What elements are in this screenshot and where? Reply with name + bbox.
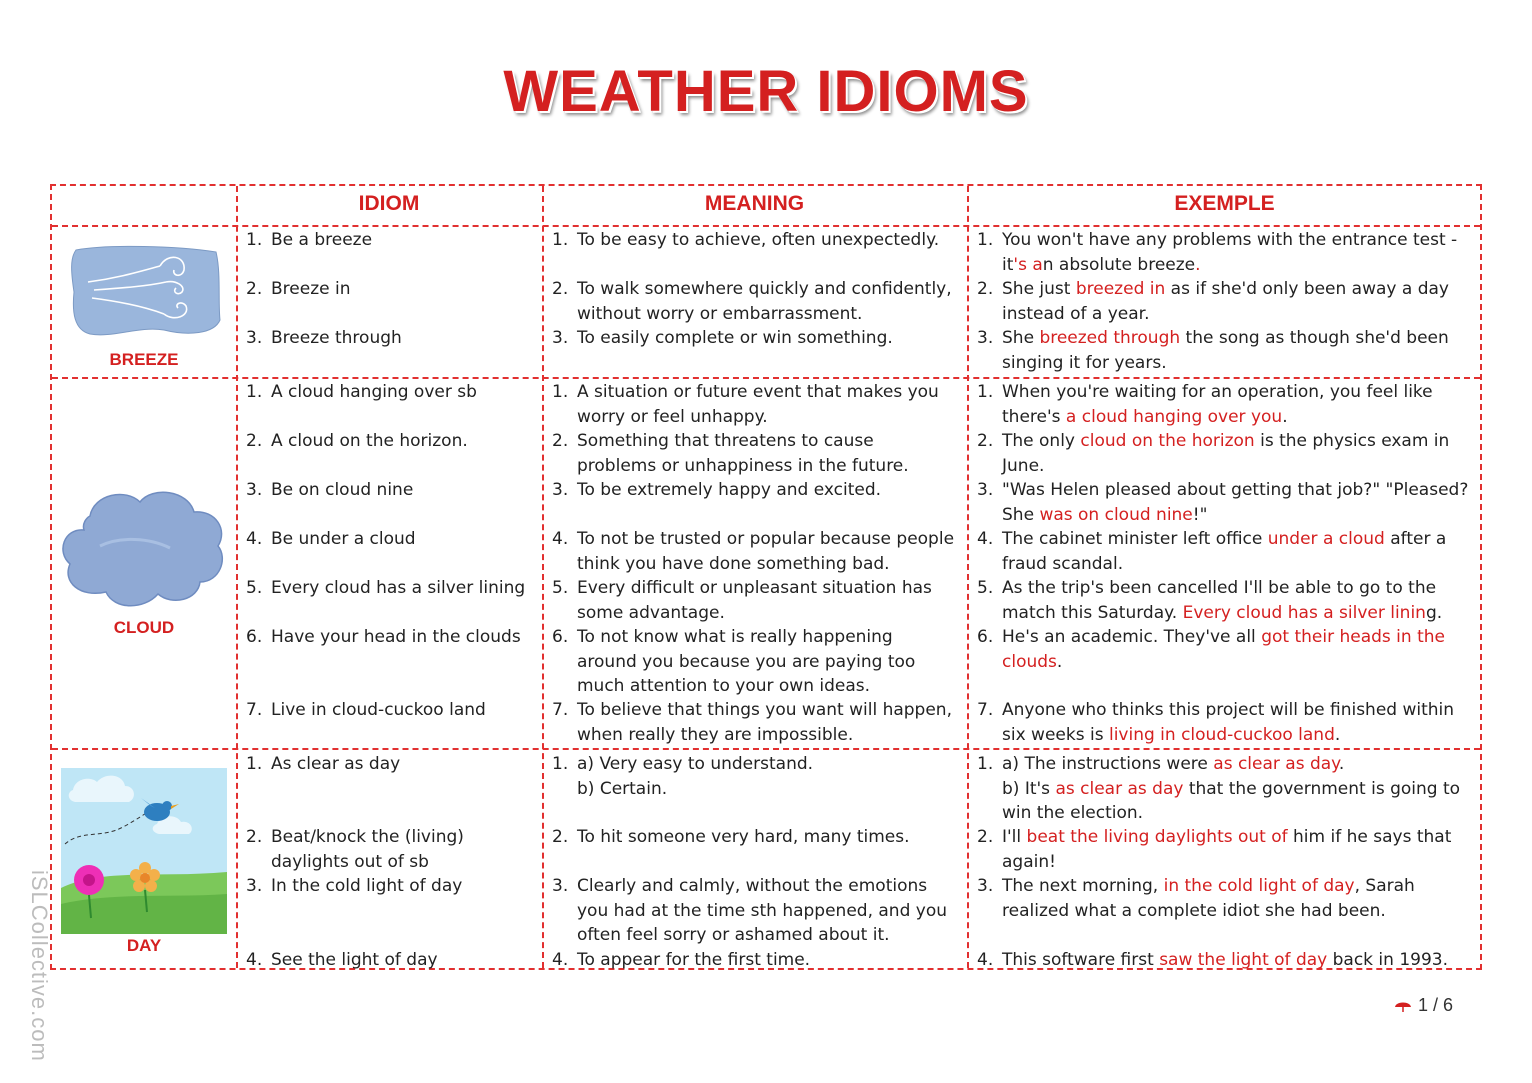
cloud-example-item	[977, 698, 1482, 747]
cloud-example-text	[1002, 429, 1482, 478]
cloud-example-item	[977, 527, 1482, 576]
day-meaning-text: To hit someone very hard, many times.	[577, 827, 910, 847]
cloud-meaning-text: Every difficult or unpleasant situation has some advantage.	[577, 578, 932, 623]
page-number: 1 / 6	[1418, 995, 1454, 1015]
day-meaning-text: Clearly and calmly, without the emotions you had at the time sth happened, and you often feel sorry or ashamed about it.	[577, 876, 948, 945]
item-number: 1.	[246, 230, 263, 250]
item-number: 2.	[552, 827, 569, 847]
item-number: 2.	[246, 431, 263, 451]
cloud-meaning-item	[552, 576, 957, 625]
cloud-idiom-text: Every cloud has a silver lining	[271, 578, 526, 598]
column-divider	[542, 186, 544, 968]
day-idiom-item	[246, 825, 536, 874]
example-fragment: .	[1334, 724, 1341, 745]
cloud-idiom-text: Be under a cloud	[271, 529, 416, 549]
breeze-meaning-item	[552, 228, 957, 253]
item-number: 7.	[246, 700, 263, 720]
item-number: 3.	[246, 328, 263, 348]
item-number: 7.	[552, 700, 569, 720]
cloud-example-text	[1002, 380, 1482, 429]
cloud-idiom-text: Have your head in the clouds	[271, 627, 521, 647]
breeze-idiom-item	[246, 228, 536, 253]
item-number: 2.	[246, 827, 263, 847]
item-number: 4.	[246, 950, 263, 970]
example-fragment: the song as though she'd been singing it for years.	[1002, 328, 1449, 373]
example-fragment: I'll	[1002, 827, 1027, 847]
cloud-meaning-text: To not be trusted or popular because people think you have done something bad.	[577, 529, 955, 574]
item-number: 6.	[977, 627, 994, 647]
day-idiom-text: See the light of day	[271, 950, 438, 970]
example-fragment: This software first	[1002, 950, 1160, 970]
day-example-text	[1002, 752, 1482, 826]
item-number: 3.	[977, 328, 994, 348]
breeze-idiom-text: Breeze through	[271, 328, 402, 348]
cloud-meaning-item	[552, 478, 957, 503]
item-number: 2.	[246, 279, 263, 299]
breeze-meaning-text: To walk somewhere quickly and confidently, without worry or embarrassment.	[577, 279, 952, 324]
cloud-meaning-text: Something that threatens to cause problems or unhappiness in the future.	[577, 431, 909, 476]
cloud-example-item	[977, 429, 1482, 478]
cloud-example-item	[977, 380, 1482, 429]
cloud-idiom-item	[246, 576, 536, 601]
breeze-idiom-text: Be a breeze	[271, 230, 373, 250]
highlighted-idiom: got their heads in the clouds	[1002, 627, 1445, 672]
day-idiom-text: Beat/knock the (living) daylights out of sb	[271, 827, 464, 872]
breeze-idiom-item	[246, 277, 536, 302]
example-fragment: him if he says that again!	[1002, 827, 1452, 872]
umbrella-icon	[1394, 999, 1412, 1013]
cloud-meaning-text: To believe that things you want will happen, when really they are impossible.	[577, 700, 952, 745]
highlighted-idiom: 's a	[1013, 254, 1043, 275]
cloud-idiom-text: Live in cloud-cuckoo land	[271, 700, 486, 720]
example-fragment: that the government is going to win the election.	[1002, 778, 1461, 823]
item-number: 5.	[552, 578, 569, 598]
day-meaning-item	[552, 825, 957, 850]
breeze-meaning-item	[552, 277, 957, 326]
day-example-text	[1002, 874, 1482, 923]
highlighted-idiom: under a cloud	[1267, 529, 1385, 549]
cloud-idiom-item	[246, 380, 536, 405]
day-example-item	[977, 825, 1482, 874]
cloud-idiom-text: A cloud hanging over sb	[271, 382, 477, 402]
example-fragment: back in 1993.	[1327, 950, 1448, 970]
breeze-example-item	[977, 228, 1482, 277]
sunny-day-icon	[61, 768, 227, 934]
item-number: 2.	[977, 431, 994, 451]
day-example-item	[977, 752, 1482, 826]
example-fragment: after a fraud scandal.	[1002, 529, 1447, 574]
breeze-icon	[68, 242, 224, 342]
example-fragment: breeze	[1137, 254, 1196, 275]
idiom-column	[246, 186, 536, 968]
highlighted-idiom: a cloud hanging over you	[1065, 406, 1283, 427]
example-fragment: as if she'd only been away a day instead of a year.	[1002, 279, 1449, 324]
cloud-example-item	[977, 576, 1482, 625]
item-number: 1.	[552, 230, 569, 250]
day-example-item	[977, 948, 1482, 973]
cloud-meaning-item	[552, 698, 957, 747]
example-fragment: .	[1282, 406, 1288, 427]
day-meaning-text: To appear for the first time.	[577, 950, 811, 970]
idioms-table	[50, 184, 1482, 970]
day-example-item	[977, 874, 1482, 923]
column-divider	[236, 186, 238, 968]
highlighted-idiom: as clear as day	[1213, 754, 1339, 774]
highlighted-idiom: living in cloud-cuckoo land	[1108, 724, 1335, 745]
item-number: 5.	[246, 578, 263, 598]
item-number: 6.	[246, 627, 263, 647]
page-indicator	[1394, 995, 1453, 1016]
example-fragment: , Sarah realized what a complete idiot she had been.	[1002, 876, 1415, 921]
item-number: 4.	[552, 529, 569, 549]
day-meaning-text: a) Very easy to understand. b) Certain.	[577, 754, 814, 799]
breeze-example-text	[1002, 228, 1482, 277]
example-fragment: .	[1056, 651, 1063, 672]
header-example: EXEMPLE	[1174, 192, 1275, 215]
item-number: 3.	[246, 480, 263, 500]
header-meaning: MEANING	[704, 192, 805, 215]
breeze-meaning-text: To be easy to achieve, often unexpectedly.	[577, 230, 940, 250]
example-fragment: When you're waiting for an operation, you feel like there's	[1002, 382, 1433, 427]
cloud-label: CLOUD	[113, 618, 175, 637]
item-number: 1.	[552, 382, 569, 402]
item-number: 3.	[977, 480, 994, 500]
example-fragment: The cabinet minister left office	[1002, 529, 1268, 549]
column-divider	[967, 186, 969, 968]
cloud-icon	[60, 486, 228, 616]
item-number: 6.	[552, 627, 569, 647]
day-meaning-item	[552, 752, 957, 801]
item-number: 2.	[552, 279, 569, 299]
highlighted-idiom: saw the light of day	[1159, 950, 1328, 970]
highlighted-idiom: was on cloud nine	[1039, 504, 1193, 525]
item-number: 1.	[246, 754, 263, 774]
example-fragment: The next morning,	[1002, 876, 1164, 896]
breeze-meaning-text: To easily complete or win something.	[577, 328, 893, 348]
day-idiom-item	[246, 874, 536, 899]
item-number: 2.	[977, 279, 994, 299]
highlighted-idiom: cloud on the horizon	[1080, 431, 1255, 451]
cloud-meaning-text: A situation or future event that makes you worry or feel unhappy.	[577, 382, 939, 427]
cloud-idiom-item	[246, 527, 536, 552]
watermark: iSLCollective.com	[27, 870, 52, 1062]
highlighted-idiom: as clear as day	[1055, 778, 1184, 799]
item-number: 3.	[552, 876, 569, 896]
breeze-example-item	[977, 277, 1482, 326]
cloud-meaning-item	[552, 625, 957, 699]
cloud-example-text	[1002, 576, 1482, 625]
breeze-example-text	[1002, 326, 1482, 375]
item-number: 4.	[246, 529, 263, 549]
item-number: 1.	[246, 382, 263, 402]
item-number: 3.	[552, 480, 569, 500]
breeze-label: BREEZE	[109, 350, 179, 369]
item-number: 3.	[977, 876, 994, 896]
page-title: WEATHER IDIOMS	[503, 59, 1029, 124]
cloud-idiom-text: A cloud on the horizon.	[271, 431, 468, 451]
example-fragment: She	[1002, 328, 1040, 348]
item-number: 3.	[246, 876, 263, 896]
highlighted-idiom: in the cold light of day	[1163, 876, 1355, 896]
day-idiom-item	[246, 948, 536, 973]
example-fragment: !"	[1192, 504, 1208, 525]
breeze-example-item	[977, 326, 1482, 375]
item-number: 7.	[977, 700, 994, 720]
header-idiom: IDIOM	[358, 192, 420, 215]
cloud-meaning-item	[552, 429, 957, 478]
example-fragment: "Was Helen pleased about getting that job?" "Pleased? She	[1002, 480, 1469, 525]
day-idiom-text: As clear as day	[271, 754, 401, 774]
day-idiom-item	[246, 752, 536, 777]
cloud-example-text	[1002, 478, 1482, 527]
cloud-example-item	[977, 625, 1482, 674]
highlighted-idiom: breezed through	[1039, 328, 1181, 348]
cloud-example-text	[1002, 527, 1482, 576]
cloud-idiom-item	[246, 625, 536, 650]
example-fragment: You won't have any problems with the entrance test - it	[1002, 230, 1458, 275]
example-fragment: He's an academic. They've all	[1002, 627, 1262, 647]
cloud-example-text	[1002, 625, 1482, 674]
example-fragment: She just	[1002, 279, 1076, 299]
breeze-idiom-text: Breeze in	[271, 279, 351, 299]
item-number: 2.	[977, 827, 994, 847]
cloud-example-text	[1002, 698, 1482, 747]
example-fragment: As the trip's been cancelled I'll be able to go to the match this Saturday.	[1002, 578, 1437, 623]
highlighted-idiom: beat the living daylights out of	[1026, 827, 1288, 847]
example-fragment: is the physics exam in June.	[1002, 431, 1450, 476]
cloud-idiom-item	[246, 429, 536, 454]
item-number: 1.	[552, 754, 569, 774]
cloud-meaning-text: To not know what is really happening around you because you are paying too much attention to your own ideas.	[577, 627, 916, 696]
item-number: 4.	[977, 950, 994, 970]
day-example-text	[1002, 825, 1482, 874]
cloud-example-item	[977, 478, 1482, 527]
breeze-example-text	[1002, 277, 1482, 326]
breeze-idiom-item	[246, 326, 536, 351]
day-meaning-item	[552, 874, 957, 948]
highlighted-idiom: .	[1195, 254, 1201, 275]
example-fragment: g.	[1425, 602, 1443, 623]
item-number: 1.	[977, 754, 994, 774]
example-fragment: Anyone who thinks this project will be finished within six weeks is	[1002, 700, 1455, 745]
example-fragment: The only	[1002, 431, 1081, 451]
item-number: 1.	[977, 230, 994, 250]
breeze-meaning-item	[552, 326, 957, 351]
cloud-meaning-item	[552, 380, 957, 429]
item-number: 4.	[552, 950, 569, 970]
item-number: 4.	[977, 529, 994, 549]
example-fragment: n absolute	[1042, 254, 1138, 275]
item-number: 5.	[977, 578, 994, 598]
highlighted-idiom: Every cloud has a silver linin	[1182, 602, 1426, 623]
example-fragment: . b) It's	[1002, 754, 1345, 799]
cloud-meaning-text: To be extremely happy and excited.	[577, 480, 882, 500]
example-column	[977, 186, 1482, 968]
item-number: 1.	[977, 382, 994, 402]
cloud-idiom-item	[246, 478, 536, 503]
item-number: 2.	[552, 431, 569, 451]
highlighted-idiom: breezed in	[1075, 279, 1166, 299]
example-fragment: a) The instructions were	[1002, 754, 1214, 774]
meaning-column	[552, 186, 957, 968]
cloud-idiom-item	[246, 698, 536, 723]
cloud-meaning-item	[552, 527, 957, 576]
item-number: 3.	[552, 328, 569, 348]
day-idiom-text: In the cold light of day	[271, 876, 463, 896]
cloud-idiom-text: Be on cloud nine	[271, 480, 414, 500]
day-label: DAY	[126, 936, 162, 955]
day-example-text	[1002, 948, 1482, 973]
day-meaning-item	[552, 948, 957, 973]
